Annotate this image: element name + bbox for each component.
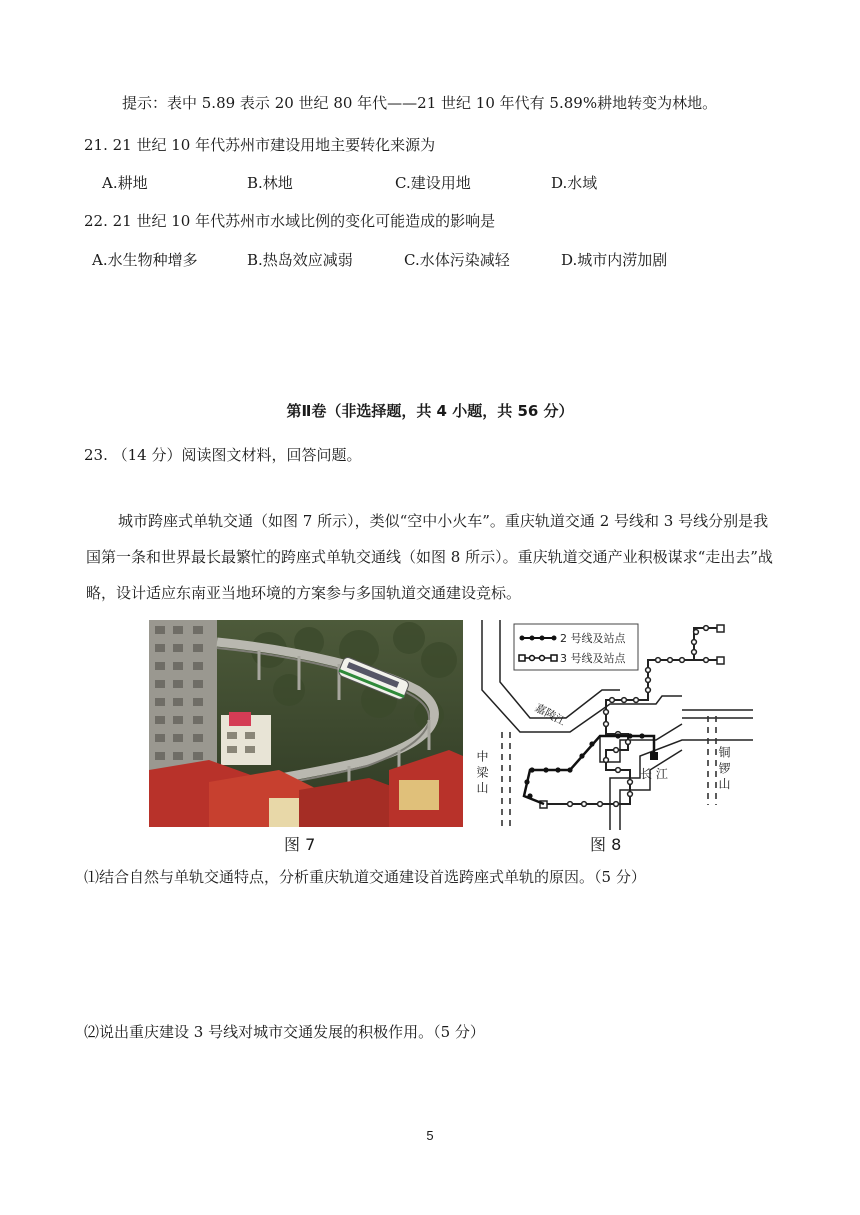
question-22-stem: 22. 21 世纪 10 年代苏州市水域比例的变化可能造成的影响是	[84, 212, 496, 230]
question-23-part-1: ⑴结合自然与单轨交通特点，分析重庆轨道交通建设首选跨座式单轨的原因。（5 分）	[84, 868, 646, 886]
mountain-tongluo-label: 铜 锣 山	[717, 746, 731, 790]
figure-7-caption: 图 7	[284, 835, 316, 854]
legend-line-2: 2 号线及站点	[560, 632, 626, 645]
question-23-stem: 23. （14 分）阅读图文材料，回答问题。	[84, 446, 362, 464]
question-23-part-2: ⑵说出重庆建设 3 号线对城市交通发展的积极作用。（5 分）	[84, 1023, 485, 1041]
q22-option-a: A.水生物种增多	[92, 251, 198, 269]
figure-8-caption: 图 8	[590, 835, 622, 854]
q22-option-c: C.水体污染减轻	[404, 251, 510, 269]
mountain-zhongliang-label: 中 梁 山	[475, 750, 489, 794]
q21-option-b: B.林地	[247, 174, 293, 192]
q21-option-a: A.耕地	[102, 174, 148, 192]
legend-line-3: 3 号线及站点	[560, 652, 626, 665]
monorail-photo	[149, 620, 463, 827]
q21-option-c: C.建设用地	[395, 174, 471, 192]
question-23-paragraph: 城市跨座式单轨交通（如图 7 所示），类似“空中小火车”。重庆轨道交通 2 号线和 3 号线分别是我国第一条和世界最长最繁忙的跨座式单轨交通线（如图 8 所示）。重庆轨道交通产业积极谋求“走出去”战略，设计适应东南亚当地环境的方案参与多国轨道交通建设竞标。	[86, 512, 773, 602]
question-21-stem: 21. 21 世纪 10 年代苏州市建设用地主要转化来源为	[84, 136, 436, 154]
q22-option-b: B.热岛效应减弱	[247, 251, 353, 269]
rail-line-map	[470, 620, 753, 830]
section-title: 第Ⅱ卷（非选择题，共 4 小题，共 56 分）	[286, 402, 574, 420]
q21-option-d: D.水域	[551, 174, 598, 192]
river-changjiang-label: 长 江	[640, 767, 668, 781]
q22-option-d: D.城市内涝加剧	[561, 251, 668, 269]
table-hint: 提示：表中 5.89 表示 20 世纪 80 年代——21 世纪 10 年代有 5.89%耕地转变为林地。	[122, 94, 718, 112]
page-number: 5	[426, 1128, 434, 1143]
river-jialing-label: 嘉陵江	[532, 701, 568, 729]
